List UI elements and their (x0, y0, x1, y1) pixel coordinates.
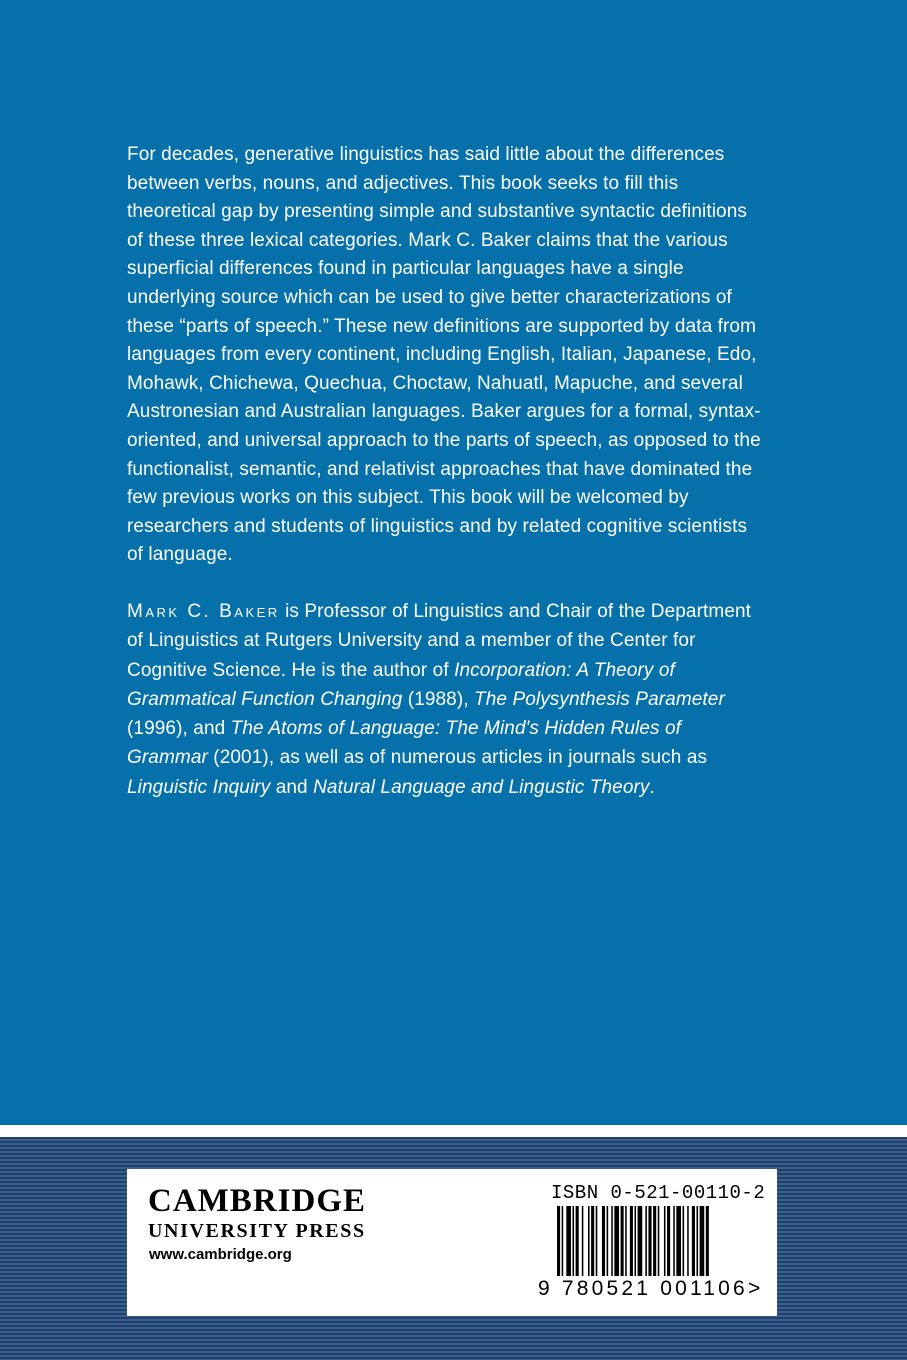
barcode-bar (638, 1206, 643, 1276)
barcode-bar (596, 1206, 598, 1276)
barcode-bar (621, 1206, 624, 1276)
author-name: Mark C. Baker (127, 601, 280, 622)
barcode-bar (602, 1206, 605, 1276)
barcode-bar (607, 1206, 609, 1276)
barcode-bar (700, 1206, 705, 1276)
barcode-bar (667, 1206, 670, 1276)
barcode-bar (614, 1206, 619, 1276)
barcode-number: 9 780521 001106 (538, 1277, 748, 1300)
publisher-url: www.cambridge.org (149, 1246, 292, 1263)
publisher-subtitle: UNIVERSITY PRESS (148, 1220, 366, 1242)
bio-text: (1996), and (127, 718, 231, 740)
barcode-bar (653, 1206, 656, 1276)
barcode-bar (673, 1206, 675, 1276)
barcode-bar (566, 1206, 571, 1276)
barcode-bar (697, 1206, 699, 1276)
barcode-bar (645, 1206, 647, 1276)
barcode-digits (538, 1277, 764, 1301)
publisher-logo: CAMBRIDGE (148, 1183, 367, 1219)
barcode-bar (692, 1206, 695, 1276)
barcode-bar (664, 1206, 666, 1276)
journal-title: Natural Language and Lingustic Theory (313, 776, 650, 798)
barcode-bar (658, 1206, 660, 1276)
book-title: Incorporation: A Theory of Grammatical Function Changing (127, 659, 675, 710)
book-description: For decades, generative linguistics has said little about the differences between verbs, nouns, and adjectives. This book seeks to fill this theoretical gap by presenting simple and substantive syntactic definitions of these three lexical categories. Mark C. Baker claims that the various superficial differences found in particular languages have a single underlying source which can be used to give better characterizations of these “parts of speech.” These new definitions are supported by data from languages from every continent, including English, Italian, Japanese, Edo, Mohawk, Chichewa, Quechua, Choctaw, Nahuatl, Mapuche, and several Austronesian and Australian languages. Baker argues for a formal, syntax-oriented, and universal approach to the parts of speech, as opposed to the functionalist, semantic, and relativist approaches that have dominated the few previous works on this subject. This book will be welcomed by researchers and students of linguistics and by related cognitive scientists of language. (127, 144, 761, 566)
barcode-bar (676, 1206, 681, 1276)
journal-title: Linguistic Inquiry (127, 776, 271, 798)
bio-text: (2001), as well as of numerous articles in journals such as (207, 747, 708, 769)
imprint-box (127, 1169, 777, 1316)
barcode-bar (588, 1206, 590, 1276)
barcode-bar (557, 1206, 560, 1276)
barcode-bar (573, 1206, 575, 1276)
isbn-label: ISBN 0-521-00110-2 (551, 1182, 766, 1204)
barcode-bar (683, 1206, 685, 1276)
bio-text: and (270, 776, 314, 798)
barcode-bar (625, 1206, 627, 1276)
bio-text: (1988), (402, 688, 475, 710)
bio-text: . (649, 776, 655, 798)
author-bio (127, 597, 767, 802)
barcode-bar (648, 1206, 651, 1276)
barcode-bar (611, 1206, 613, 1276)
bio-text: is Professor of Linguistics and Chair of the Department of Linguistics at Rutgers University and a member of the Center for Cognitive Science. He is the author of (127, 601, 752, 681)
barcode-bar (562, 1206, 564, 1276)
barcode-bar (687, 1206, 689, 1276)
divider (0, 1125, 907, 1137)
barcode-bar (706, 1206, 709, 1276)
barcode-bar (635, 1206, 637, 1276)
barcode-arrow: > (747, 1277, 764, 1300)
barcode-bar (576, 1206, 579, 1276)
barcode (557, 1206, 757, 1276)
barcode-bar (591, 1206, 594, 1276)
book-title: The Atoms of Language: The Mind's Hidden Rules of Grammar (127, 718, 682, 769)
barcode-bar (630, 1206, 633, 1276)
book-title: The Polysynthesis Parameter (474, 688, 725, 710)
barcode-bar (582, 1206, 584, 1276)
